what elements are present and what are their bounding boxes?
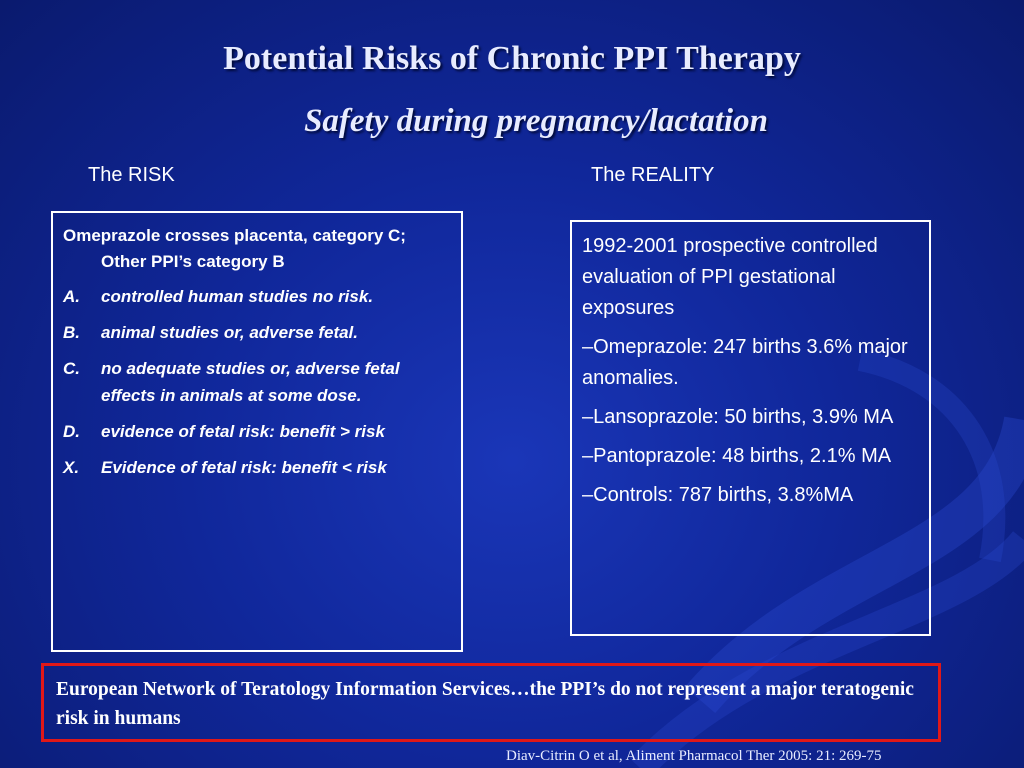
risk-category-letter: C. <box>63 359 80 378</box>
risk-category-item <box>63 418 451 445</box>
conclusion-box: European Network of Teratology Information Services…the PPI’s do not represent a major teratogenic risk in humans <box>41 663 941 742</box>
reality-study-description: 1992-2001 prospective controlled evaluation of PPI gestational exposures <box>582 235 878 319</box>
reality-column-heading: The REALITY <box>591 164 715 186</box>
risk-category-text: no adequate studies or, adverse fetal effects in animals at some dose. <box>101 359 400 405</box>
reality-result-pantoprazole: –Pantoprazole: 48 births, 2.1% MA <box>582 445 892 467</box>
reality-result-controls: –Controls: 787 births, 3.8%MA <box>582 484 854 506</box>
slide-title: Potential Risks of Chronic PPI Therapy <box>223 40 801 77</box>
risk-column-heading: The RISK <box>88 164 175 186</box>
risk-category-item <box>63 454 451 481</box>
risk-category-text: animal studies or, adverse fetal. <box>101 323 359 342</box>
reality-box <box>570 220 931 636</box>
risk-category-item <box>63 319 451 346</box>
risk-category-text: Evidence of fetal risk: benefit < risk <box>101 458 387 477</box>
reality-result-omeprazole: –Omeprazole: 247 births 3.6% major anomalies. <box>582 336 908 389</box>
risk-category-letter: B. <box>63 323 80 342</box>
risk-category-letter: A. <box>63 287 80 306</box>
risk-category-text: controlled human studies no risk. <box>101 287 374 306</box>
risk-box <box>51 211 463 652</box>
risk-category-item <box>63 355 451 409</box>
citation: Diav-Citrin O et al, Aliment Pharmacol Ther 2005: 21: 269-75 <box>506 748 882 764</box>
slide-subtitle: Safety during pregnancy/lactation <box>304 103 768 139</box>
risk-category-item <box>63 283 451 310</box>
risk-category-list <box>63 283 451 481</box>
risk-category-letter: X. <box>63 458 80 477</box>
risk-lead-text: Omeprazole crosses placenta, category C; Other PPI’s category B <box>63 226 406 271</box>
risk-category-letter: D. <box>63 422 80 441</box>
risk-category-text: evidence of fetal risk: benefit > risk <box>101 422 385 441</box>
reality-result-lansoprazole: –Lansoprazole: 50 births, 3.9% MA <box>582 406 894 428</box>
